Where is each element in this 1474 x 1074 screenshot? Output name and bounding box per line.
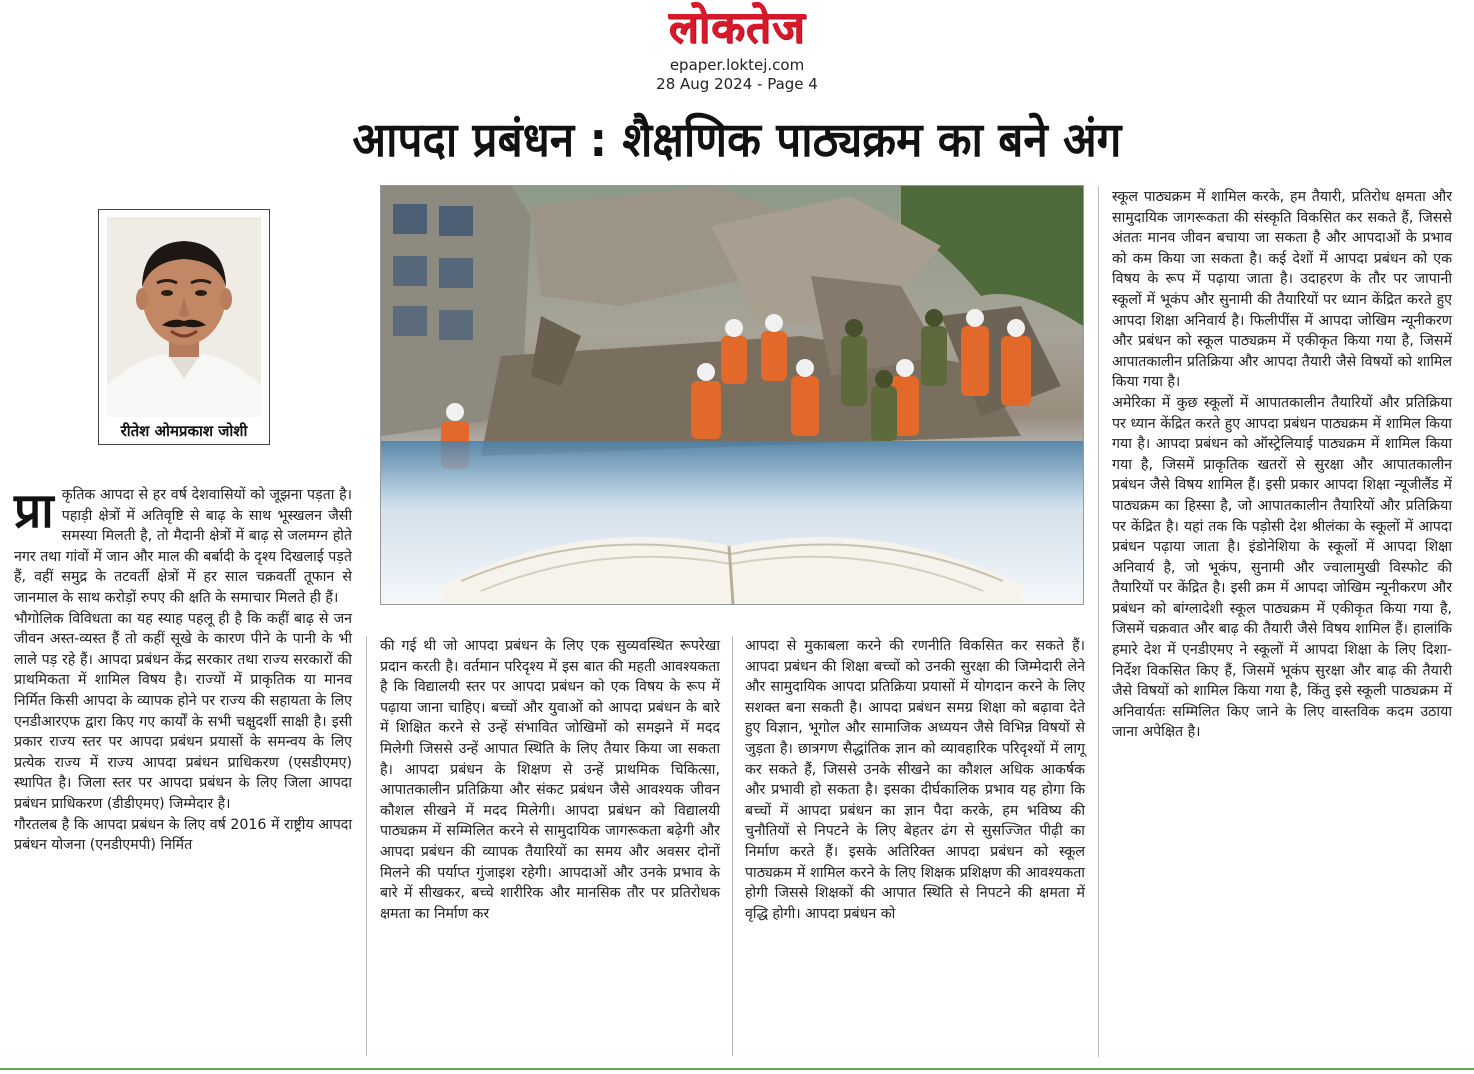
author-name: रीतेश ओमप्रकाश जोशी: [120, 422, 248, 440]
article-column-2: [380, 636, 720, 924]
dropcap: प्रा: [14, 483, 54, 539]
site-url[interactable]: epaper.loktej.com: [669, 56, 805, 74]
paragraph: गौरतलब है कि आपदा प्रबंधन के लिए वर्ष 2016 में राष्ट्रीय आपदा प्रबंधन योजना (एनडीएमपी) निर्मित: [14, 816, 352, 854]
disaster-rescue-illustration: [381, 186, 1083, 604]
paragraph: कृतिक आपदा से हर वर्ष देशवासियों को जूझना पड़ता है। पहाड़ी क्षेत्रों में अतिवृष्टि से बाढ़ के साथ भूस्खलन जैसी समस्या मिलती है, तो मैदानी क्षेत्रों में बाढ़ से जलमग्न होते नगर तथा गांवों में जान और माल की बर्बादी के दृश्य दिखलाई पड़ते हैं, वहीं समुद्र के तटवर्ती क्षेत्रों में हर साल चक्रवर्ती तूफान से जानमाल के साथ करोड़ों रुपए की क्षति के समाचार मिलते ही हैं।: [14, 487, 352, 606]
newspaper-logo: लोकतेज: [668, 2, 806, 53]
article-column-4: [1112, 187, 1452, 743]
article-column-3: [745, 636, 1085, 924]
paragraph: आपदा से मुकाबला करने की रणनीति विकसित कर सकते हैं। आपदा प्रबंधन की शिक्षा बच्चों को उनकी सुरक्षा की जिम्मेदारी लेने और सामुदायिक आपदा प्रतिक्रिया प्रयासों में योगदान करने के लिए सशक्त बना सकती है। आपदा प्रबंधन समग्र शिक्षा को बढ़ावा देते हुए विज्ञान, भूगोल और सामाजिक अध्ययन जैसे विभिन्न विषयों से जुड़ता है। छात्रगण सैद्धांतिक ज्ञान को व्यावहारिक परिदृश्यों में लागू कर सकते हैं, जिससे उनके सीखने का कौशल अधिक आकर्षक और प्रभावी हो सकता है। इसका दीर्घकालिक प्रभाव यह होगा कि बच्चों में आपदा प्रबंधन का ज्ञान पैदा करके, हम भविष्य की चुनौतियों से निपटने के लिए बेहतर ढंग से सुसज्जित पीढ़ी का निर्माण करते हैं। इसके अतिरिक्त आपदा प्रबंधन को स्कूल पाठ्यक्रम में शामिल करने के लिए शिक्षक प्रशिक्षण की आवश्यकता होगी जिससे शिक्षकों की आपात स्थिति से निपटने की क्षमता में वृद्धि होगी। आपदा प्रबंधन को: [745, 638, 1085, 922]
author-portrait-image: [107, 217, 261, 417]
paragraph: की गई थी जो आपदा प्रबंधन के लिए एक सुव्यवस्थित रूपरेखा प्रदान करती है। वर्तमान परिदृश्य में इस बात की महती आवश्यकता है कि विद्यालयी स्तर पर आपदा प्रबंधन को एक विषय के रूप में पढ़ाया जाना चाहिए। बच्चों और युवाओं को आपदा प्रबंधन के बारे में शिक्षित करने से उन्हें संभावित जोखिमों को समझने में मदद मिलेगी जिससे उन्हें आपात स्थिति के लिए तैयार किया जा सकता है। आपदा प्रबंधन के शिक्षण से उन्हें प्राथमिक चिकित्सा, आपातकालीन प्रतिक्रिया और संकट प्रबंधन जैसे आवश्यक जीवन कौशल सीखने में मदद मिलेगी। आपदा प्रबंधन को विद्यालयी पाठ्यक्रम में सम्मिलित करने से सामुदायिक जागरूकता बढ़ेगी और आपदा प्रबंधन की व्यापक तैयारियों का समय और अवसर दोनों मिलने की पर्याप्त गुंजाइश रहेगी। आपदाओं और उनके प्रभाव के बारे में सीखकर, बच्चे शारीरिक और मानसिक तौर पर प्रतिरोधक क्षमता का निर्माण कर: [380, 638, 720, 922]
article-hero-image: [380, 185, 1084, 605]
author-photo: [107, 217, 261, 417]
paragraph: अमेरिका में कुछ स्कूलों में आपातकालीन तैयारियों और प्रतिक्रिया पर ध्यान केंद्रित करते हुए आपदा प्रबंधन पाठ्यक्रम में शामिल किया गया है। आपदा प्रबंधन को ऑस्ट्रेलियाई पाठ्यक्रम में शामिल किया गया है, जिसमें प्राकृतिक खतरों से सुरक्षा और आपातकालीन प्रबंधन जैसे विषय शामिल हैं। इसी प्रकार आपदा शिक्षा न्यूजीलैंड में पाठ्यक्रम का हिस्सा है, जो आपातकालीन तैयारियों और प्रतिक्रिया पर केंद्रित है। यहां तक कि पड़ोसी देश श्रीलंका के स्कूलों में आपदा प्रबंधन पढ़ाया जाता है। इंडोनेशिया के स्कूलों में आपदा शिक्षा अनिवार्य है, जो भूकंप, सुनामी और ज्वालामुखी विस्फोट की तैयारियों पर केंद्रित है। इसी क्रम में आपदा जोखिम न्यूनीकरण और प्रबंधन को बांग्लादेशी स्कूल पाठ्यक्रम में एकीकृत किया गया है, जिसमें चक्रवात और बाढ़ की तैयारी जैसे विषय शामिल हैं। हालांकि हमारे देश में एनडीएमए ने स्कूलों में आपदा शिक्षा के लिए दिशा-निर्देश विकसित किए हैं, जिसमें भूकंप सुरक्षा और बाढ़ की तैयारी जैसे विषयों को शामिल किया गया है, किंतु इसे स्कूली पाठ्यक्रम में अनिवार्यतः सम्मिलित किए जाने के लिए वास्तविक कदम उठाया जाना अपेक्षित है।: [1112, 394, 1452, 741]
author-box: [98, 209, 270, 445]
article-headline: आपदा प्रबंधन : शैक्षणिक पाठ्यक्रम का बने अंग: [352, 112, 1122, 168]
column-divider: [732, 636, 733, 1056]
column-divider: [1098, 187, 1099, 1057]
column-divider: [366, 636, 367, 1056]
paragraph: स्कूल पाठ्यक्रम में शामिल करके, हम तैयारी, प्रतिरोध क्षमता और सामुदायिक जागरूकता की संस्कृति विकसित कर सकते हैं, जिससे अंततः मानव जीवन बचाया जा सकता है और आपदाओं के प्रभाव को कम किया जा सकता है। कई देशों में आपदा प्रबंधन को एक विषय के रूप में पढ़ाया जाता है। उदाहरण के तौर पर जापानी स्कूलों में भूकंप और सुनामी की तैयारियों पर ध्यान केंद्रित करते हुए आपदा शिक्षा अनिवार्य है। फिलीपींस में आपदा जोखिम न्यूनीकरण और प्रबंधन को स्कूल पाठ्यक्रम में एकीकृत किया गया है, जिसमें आपातकालीन प्रतिक्रिया और आपदा तैयारी जैसे विषयों को शामिल किया गया है।: [1112, 189, 1452, 391]
dateline: 28 Aug 2024 - Page 4: [656, 75, 818, 93]
page-bottom-rule: [0, 1068, 1474, 1070]
article-column-1: [14, 485, 352, 856]
paragraph: भौगोलिक विविधता का यह स्याह पहलू ही है कि कहीं बाढ़ से जन जीवन अस्त-व्यस्त हैं तो कहीं सूखे के कारण पीने के पानी के भी लाले पड़ रहे हैं। आपदा प्रबंधन केंद्र सरकार तथा राज्य सरकारों की प्राथमिकता में शामिल विषय है। राज्यों में प्राकृतिक या मानव निर्मित किसी आपदा के व्यापक होने पर राज्य की सहायता के लिए एनडीआरएफ द्वारा किए गए कार्यों के सभी चक्षुदर्शी साक्षी है। इसी प्रकार राज्य स्तर पर आपदा प्रबंधन प्रयासों के समन्वय के लिए प्रत्येक राज्य में राज्य आपदा प्रबंधन प्राधिकरण (एसडीएमए) स्थापित है। जिला स्तर पर आपदा प्रबंधन के लिए जिला आपदा प्रबंधन प्राधिकरण (डीडीएमए) जिम्मेदार है।: [14, 610, 352, 812]
